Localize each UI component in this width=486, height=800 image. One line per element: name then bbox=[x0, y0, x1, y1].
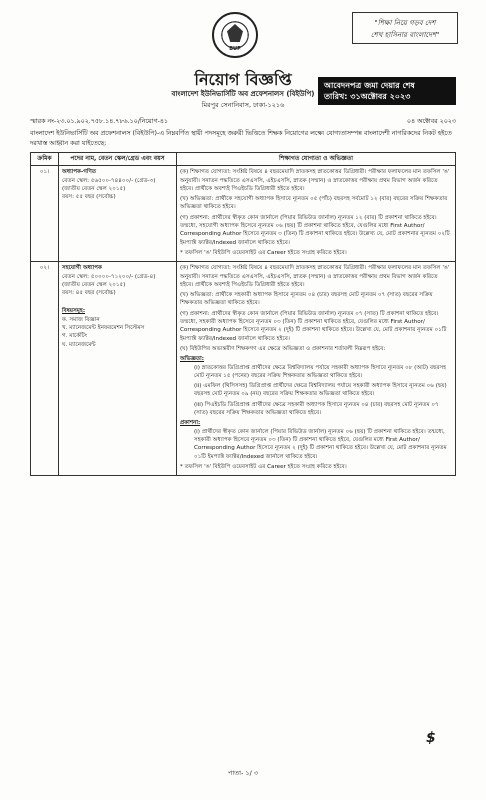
row1-age: বয়স: ৫৫ বছর (সর্বোচ্চ) bbox=[62, 194, 116, 201]
row1-education: (ক) শিক্ষাগত যোগ্যতা: সংশ্লিষ্ট বিষয়ে ৪ বছরমেয়াদি স্নাতকসহ স্নাতকোত্তর ডিগ্রিধারী। পরীক্ষার ফলাফলের মান তফসিল 'ঙ' অনুযায়ী। সনাতন পদ্ধতিতে এসএসসি, এইচএসসি, স্নাতক (সম্মান) ও স্নাতকোত্তর পরীক্ষায় প্রথম বিভাগ অর্জন করিতে হইবে। প্রার্থীকে অবশ্যই পিএইচডি ডিগ্রিধারী হইতে হইবে। bbox=[180, 169, 450, 192]
memo-number: স্মারক নং-২৩.০১.৯০২.৭৫৮.১৪.৭৮৬.১০/নিয়োগ-৪১ bbox=[30, 118, 169, 125]
row2-post-cell bbox=[59, 262, 177, 476]
bup-logo bbox=[212, 12, 258, 58]
header-qualification: শিক্ষাগত যোগ্যতা ও অভিজ্ঞতা bbox=[177, 153, 456, 166]
logo-text: BUP bbox=[229, 46, 241, 52]
row2-experience-ii: (ii) এমফিল (থিসিসসহ) ডিগ্রিপ্রাপ্ত প্রার্থীদের ক্ষেত্রে বিশ্ববিদ্যালয় পর্যায়ে সহকারী অধ্যাপক হিসাবে ন্যূনতম ০৬ (ছয়) বছরসহ মোট ন্যূনতম ০৯ (নয়) বছরের সক্রিয় শিক্ষকতার অভিজ্ঞতা থাকিতে হইবে। bbox=[194, 383, 447, 398]
deadline-line-1: আবেদনপত্র জমা দেয়ার শেষ bbox=[324, 81, 415, 90]
row1-qualification-cell bbox=[177, 166, 456, 262]
page-number: পাতা- ১/ ৩ bbox=[227, 769, 259, 777]
row1-publication: (গ) প্রকাশনা: প্রার্থীদের স্বীকৃত কোন জার্নালে (পিয়ার রিভিউড জার্নাল) ন্যূনতম ১২ (বার) টি প্রকাশনা থাকিতে হইবে। তন্মধ্যে, সহযোগী অধ্যাপক হিসেবে ন্যূনতম ০৬ (ছয়) টি প্রকাশনা থাকিতে হইবে, যেগুলির মধ্যে First Author/ Corresponding Author হিসেবে ন্যূনতম ৩ (তিন) টি প্রকাশনা থাকিতে হইবে। উল্লেখ্য যে, মোট প্রকাশনার ন্যূনতম ০২টি ইমপ্যাক্ট ফ্যাক্টর/Indexed জার্নালে থাকিতে হইবে। bbox=[180, 214, 450, 246]
row2-publication: (গ) প্রকাশনা: প্রার্থীদের স্বীকৃত কোন জার্নালে (পিয়ার রিভিউড জার্নাল) ন্যূনতম ০৭ (সাত) টি প্রকাশনা থাকিতে হইবে। তন্মধ্যে, সহকারী অধ্যাপক হিসেবে ন্যূনতম ০৩ (তিন) টি প্রকাশনা থাকিতে হইবে, যেগুলির মধ্যে First Author/ Corresponding Author হিসেবে ন্যূনতম ২ (দুই) টি প্রকাশনা থাকিতে হইবে। উল্লেখ্য যে, মোট প্রকাশনার ন্যূনতম ০১টি ইমপ্যাক্ট ফ্যাক্টর/Indexed জার্নালে থাকিতে হইবে। bbox=[180, 310, 447, 342]
signature: $ bbox=[426, 730, 436, 746]
slogan-box bbox=[352, 12, 458, 44]
row1-post-cell bbox=[59, 166, 177, 262]
memo-date: ০৪ অক্টোবর ২০২৩ bbox=[406, 118, 456, 125]
row2-qualification-cell bbox=[177, 262, 456, 476]
row2-subject-item: খ. ম্যানেজমেন্ট ইনফরমেশন সিস্টেমস bbox=[62, 325, 145, 332]
row1-serial: ০১। bbox=[31, 166, 59, 262]
row2-education: (ক) শিক্ষাগত যোগ্যতা: সংশ্লিষ্ট বিষয়ে ৪ বছরমেয়াদি স্নাতকসহ স্নাতকোত্তর ডিগ্রিধারী। পরীক্ষার ফলাফলের মান তফসিল 'ঙ' অনুযায়ী। সনাতন পদ্ধতিতে এসএসসি, এইচএসসি, স্নাতক (সম্মান) ও স্নাতকোত্তর পরীক্ষায় প্রথম বিভাগ অর্জন করিতে হইবে। প্রার্থীকে অবশ্যই পিএইচডি ডিগ্রিধারী হইতে হইবে। bbox=[180, 265, 450, 288]
positions-table bbox=[30, 152, 456, 476]
row2-experience-title: অভিজ্ঞতা: bbox=[180, 356, 205, 363]
deadline-box bbox=[318, 77, 456, 105]
intro-paragraph: বাংলাদেশ ইউনিভার্সিটি অব প্রফেশনালস (বিইউপি)-এ নিম্নবর্ণিত স্থায়ী পদসমূহে জরুরী ভিত্তিতে শিক্ষক নিয়োগের লক্ষ্যে যোগ্যতাসম্পন্ন বাংলাদেশী নাগরিকদের নিকট হইতে দরখাস্ত আহ্বান করা যাইতেছে: bbox=[30, 130, 452, 147]
row2-age: বয়স: ৪৫ বছর (সর্বোচ্চ) bbox=[62, 290, 116, 297]
row2-subject-item: গ. মার্কেটিং bbox=[62, 333, 88, 340]
row2-scale: বেতন স্কেল: ৫০০০০-৭১২০০/- (গ্রেড-৪) bbox=[62, 273, 156, 280]
organization-address: মিরপুর সেনানিবাস, ঢাকা-১২১৬ bbox=[201, 101, 285, 109]
shield-icon bbox=[227, 24, 243, 42]
header-serial: ক্রমিক bbox=[31, 153, 59, 166]
slogan-line-1: "শিক্ষা নিয়ে গড়ব দেশ bbox=[374, 19, 436, 27]
row1-scale-note: (জাতীয় বেতন স্কেল ২০১৫) bbox=[62, 185, 126, 192]
row2-subjects-title: বিষয়সমূহ: bbox=[62, 308, 86, 315]
row2-subject-item: ঘ. ম্যানেজমেন্ট bbox=[62, 341, 96, 348]
row2-publication-i: (i) প্রার্থীদের স্বীকৃত কোন জার্নালে (পিয়ার রিভিউড জার্নাল) ন্যূনতম ০৬ (ছয়) টি প্রকাশনা থাকিতে হইবে। তন্মধ্যে, সহকারী অধ্যাপক হিসেবে ন্যূনতম ০৩ (তিন) টি প্রকাশনা থাকিতে হইবে, যেগুলির মধ্যে First Author/ Corresponding Author হিসেবে ন্যূনতম ২ (দুই) টি প্রকাশনা থাকিতে হইবে। উল্লেখ্য যে, মোট প্রকাশনার ন্যূনতম ০১টি ইমপ্যাক্ট ফ্যাক্টর/Indexed জার্নালে থাকিতে হইবে। bbox=[194, 428, 447, 460]
table-header-row bbox=[31, 153, 456, 166]
row1-note: * তফসিল 'ঙ' বিইউপি ওয়েবসাইট এর Career হইতে সংগ্রহ করিতে হইবে। bbox=[180, 249, 347, 256]
page-title: নিয়োগ বিজ্ঞপ্তি bbox=[194, 70, 292, 89]
row2-subject-item: ক. সমাজ বিজ্ঞান bbox=[62, 316, 100, 323]
row2-experience-iii: (iii) পিএইচডি ডিগ্রিপ্রাপ্ত প্রার্থীদের ক্ষেত্রে সহকারী অধ্যাপক হিসাবে ন্যূনতম ০৪ (চার) বছরসহ মোট ন্যূনতম ০৭ (সাত) বছরের সক্রিয় শিক্ষকতার অভিজ্ঞতা থাকিতে হইবে। bbox=[194, 401, 439, 417]
organization-name: বাংলাদেশ ইউনিভার্সিটি অব প্রফেশনালস (বিইউপি) bbox=[171, 90, 315, 98]
row2-internal-conditions: (ঘ) বিইউপির অভ্যন্তরীণ শিক্ষকগণ এর ক্ষেত্রে অভিজ্ঞতা ও প্রকাশনার শর্তাবলী নিম্নরূপ হইবে: bbox=[180, 345, 386, 352]
row1-experience: (খ) অভিজ্ঞতা: প্রার্থীকে সহযোগী অধ্যাপক হিসাবে ন্যূনতম ০৫ (পাঁচ) বছরসহ সর্বমোট ১২ (বার) বছরের সক্রিয় শিক্ষকতার অভিজ্ঞতা থাকিতে হইবে। bbox=[180, 196, 448, 211]
table-row bbox=[31, 262, 456, 476]
row2-serial: ০২। bbox=[31, 262, 59, 476]
header-post: পদের নাম, বেতন স্কেল/গ্রেড এবং বয়স bbox=[59, 153, 177, 166]
row2-scale-note: (জাতীয় বেতন স্কেল ২০১৫) bbox=[62, 281, 126, 288]
slogan-line-2: শেখ হাসিনার বাংলাদেশ" bbox=[370, 31, 440, 39]
row2-experience: (খ) অভিজ্ঞতা: প্রার্থীকে সহকারী অধ্যাপক হিসাবে ন্যূনতম ০৪ (চার) বছরসহ মোট ন্যূনতম ০৭ (সাত) বছরের সক্রিয় শিক্ষকতার অভিজ্ঞতা থাকিতে হইবে। bbox=[180, 292, 433, 307]
row1-post-name: অধ্যাপক-গণিত bbox=[62, 169, 97, 176]
deadline-line-2: তারিখ: ৩১অক্টোবর ২০২৩ bbox=[324, 92, 411, 101]
row2-post-name: সহযোগী অধ্যাপক bbox=[62, 265, 102, 272]
row1-scale: বেতন স্কেল: ৫৬৫০০-৭৪৪০০/- (গ্রেড-৩) bbox=[62, 177, 156, 184]
row2-publication-title: প্রকাশনা: bbox=[180, 420, 201, 427]
row2-note: * তফসিল 'ঙ' বিইউপি ওয়েবসাইট এর Career হইতে সংগ্রহ করিতে হইবে। bbox=[180, 463, 347, 470]
row2-experience-i: (i) স্নাতকোত্তর ডিগ্রিপ্রাপ্ত প্রার্থীদের ক্ষেত্রে বিশ্ববিদ্যালয় পর্যায়ে সহকারী অধ্যাপক হিসাবে ন্যূনতম ০৮ (আট) বছরসহ মোট ন্যূনতম ১৫ (পনের) বছরের সক্রিয় শিক্ষকতার অভিজ্ঞতা থাকিতে হইবে। bbox=[194, 364, 447, 379]
table-row bbox=[31, 166, 456, 262]
